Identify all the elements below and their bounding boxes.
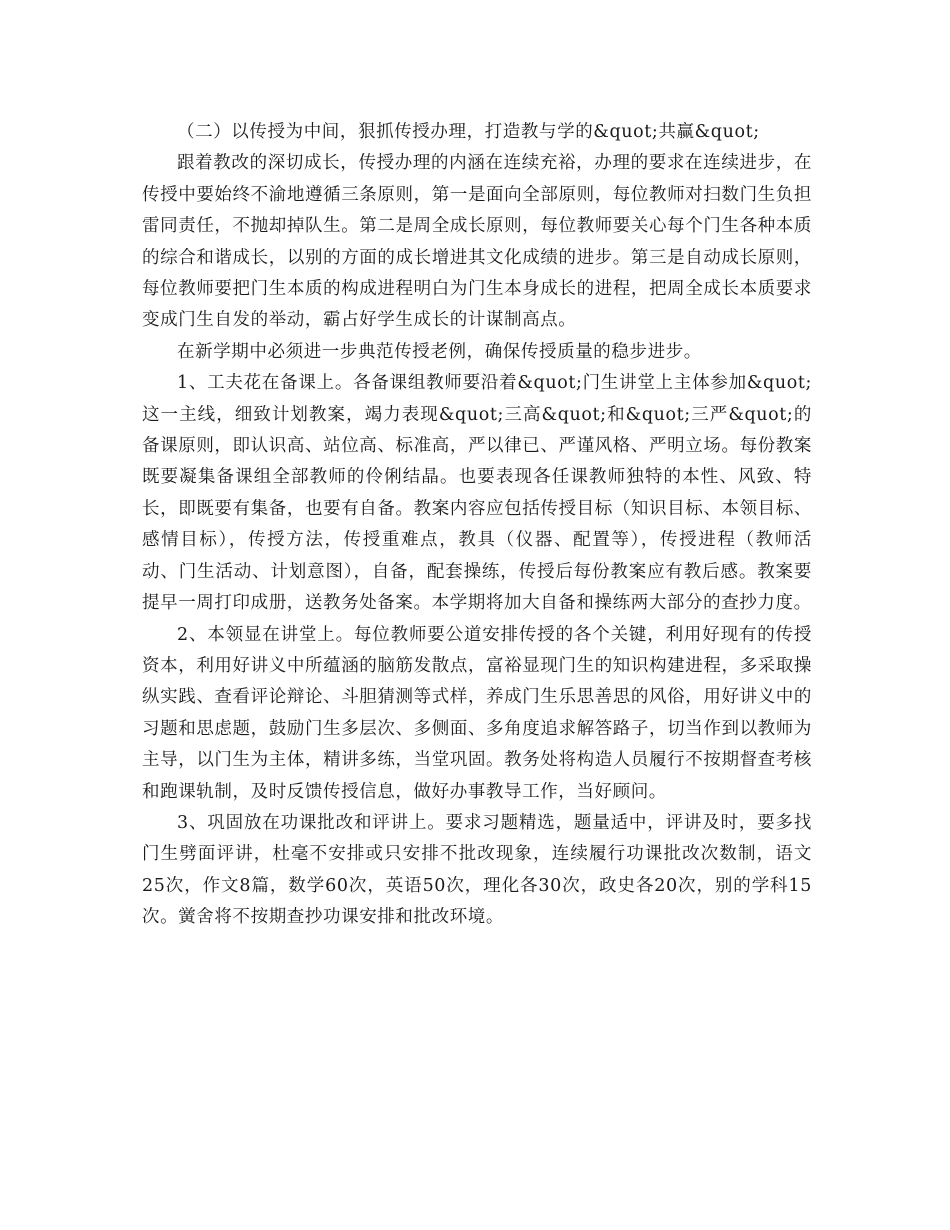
section-heading: （二）以传授为中间，狠抓传授办理，打造教与学的&quot;共赢&quot; bbox=[177, 122, 760, 142]
document-body bbox=[142, 117, 812, 934]
paragraph-classroom: 2、本领显在讲堂上。每位教师要公道安排传授的各个关键，利用好现有的传授资本，利用好讲义中所蕴涵的脑筋发散点，富裕显现门生的知识构建进程，多采取操纵实践、查看评论辩论、斗胆猜测等式样，养成门生乐思善思的风俗，用好讲义中的习题和思虑题，鼓励门生多层次、多侧面、多角度追求解答路子，切当作到以教师为主导，以门生为主体，精讲多练，当堂巩固。教务处将构造人员履行不按期督查考核和跑课轨制，及时反馈传授信息，做好办事教导工作，当好顾问。 bbox=[142, 624, 812, 802]
paragraph-standards: 在新学期中必须进一步典范传授老例，确保传授质量的稳步进步。 bbox=[177, 341, 702, 362]
paragraph-principles: 跟着教改的深切成长，传授办理的内涵在连续充裕，办理的要求在连续进步，在传授中要始终不渝地遵循三条原则，第一是面向全部原则，每位教师对扫数门生负担雷同责任，不抛却掉队生。第二是周全成长原则，每位教师要关心每个门生各种本质的综合和谐成长，以别的方面的成长增进其文化成绩的进步。第三是自动成长原则，每位教师要把门生本质的构成进程明白为门生本身成长的进程，把周全成长本质要求变成门生自发的举动，霸占好学生成长的计谋制高点。 bbox=[142, 153, 812, 331]
paragraph-homework: 3、巩固放在功课批改和评讲上。要求习题精选，题量适中，评讲及时，要多找门生劈面评讲，杜毫不安排或只安排不批改现象，连续履行功课批改次数制，语文25次，作文8篇，数学60次，英语50次，理化各30次，政史各20次，别的学科15次。黉舍将不按期查抄功课安排和批改环境。 bbox=[142, 812, 812, 928]
paragraph-lesson-prep: 1、工夫花在备课上。各备课组教师要沿着&quot;门生讲堂上主体参加&quot;这一主线，细致计划教案，竭力表现&quot;三高&quot;和&quot;三严&quot;的备课原则，即认识高、站位高、标准高，严以律已、严谨风格、严明立场。每份教案既要凝集备课组全部教师的伶俐结晶。也要表现各任课教师独特的本性、风致、特长，即既要有集备，也要有自备。教案内容应包括传授目标（知识目标、本领目标、感情目标），传授方法，传授重难点，教具（仪器、配置等），传授进程（教师活动、门生活动、计划意图），自备，配套操练，传授后每份教案应有教后感。教案要提早一周打印成册，送教务处备案。本学期将加大自备和操练两大部分的查抄力度。 bbox=[142, 373, 812, 614]
